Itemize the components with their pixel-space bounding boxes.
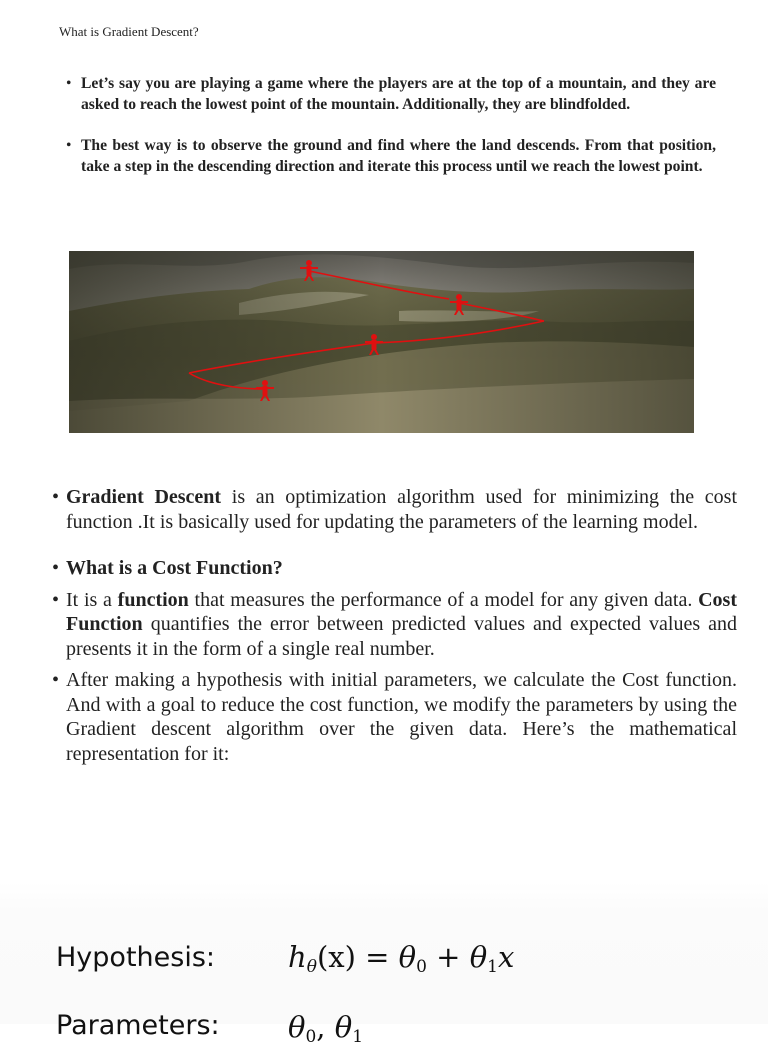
parameters-label: Parameters:: [56, 1010, 220, 1041]
intro-bullet-list: [64, 73, 716, 197]
parameters-formula: $\theta_0$, $\theta_1$: [288, 1010, 364, 1047]
hypothesis-bullet: • After making a hypothesis with initial parameters, we calculate the Cost function. And with a goal to reduce the cost function, we modify the parameters by using the Gradient descent algorithm over the given data. Here’s the mathematical representation for it:: [49, 668, 737, 766]
mountain-illustration: [69, 251, 694, 433]
gradient-descent-bullet: • Gradient Descent is an optimization algorithm used for minimizing the cost function .It is basically used for updating the parameters of the learning model.: [49, 485, 737, 534]
intro-bullet-2: • The best way is to observe the ground and find where the land descends. From that position, take a step in the descending direction and iterate this process until we reach the lowest point.: [64, 135, 716, 177]
page-title: What is Gradient Descent?: [59, 24, 199, 39]
cost-function-heading: • What is a Cost Function?: [49, 556, 737, 581]
hypothesis-label: Hypothesis:: [56, 942, 215, 973]
main-bullet-list: [49, 485, 737, 766]
intro-bullet-1: • Let’s say you are playing a game where the players are at the top of a mountain, and they are asked to reach the lowest point of the mountain. Additionally, they are blindfolded.: [64, 73, 716, 115]
hypothesis-formula: $h_\theta(x) = \theta_0 + \theta_1x$: [288, 940, 515, 977]
function-definition-bullet: • It is a function that measures the performance of a model for any given data. Cost Function quantifies the error between predicted values and expected values and presents it in the form of a single real number.: [49, 588, 737, 662]
